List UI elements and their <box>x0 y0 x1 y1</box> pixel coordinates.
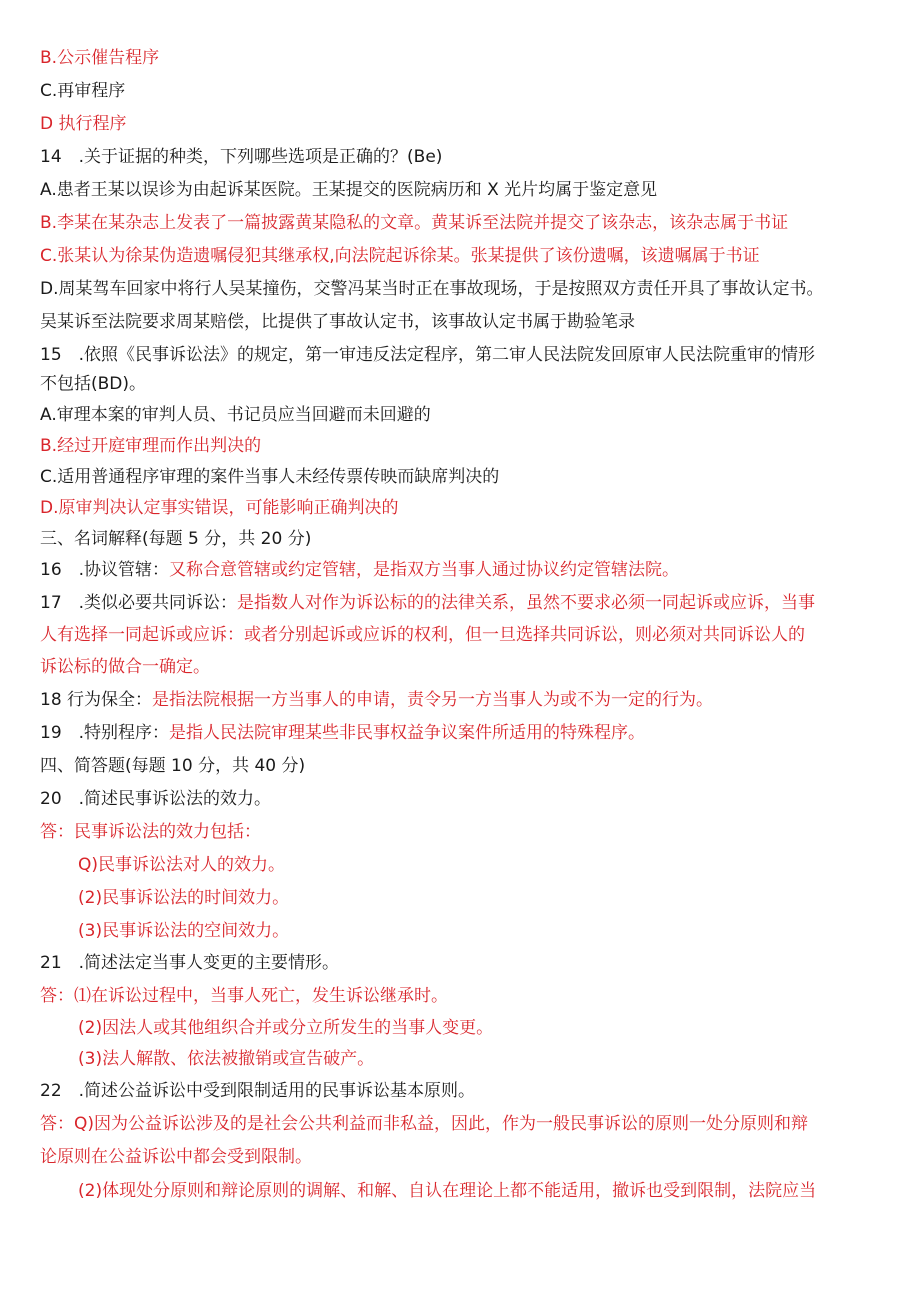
term-18 <box>40 688 890 714</box>
answer-21-item-1: 答：⑴在诉讼过程中，当事人死亡，发生诉讼继承时。 <box>40 986 448 1006</box>
option-b-line: B.公示催告程序 <box>40 48 160 68</box>
option-c-line: C.再审程序 <box>40 81 126 101</box>
answer-22-item-1-cont: 论原则在公益诉讼中都会受到限制。 <box>40 1147 312 1167</box>
answer-21-item-3: (3)法人解散、依法被撤销或宣告破产。 <box>78 1049 375 1069</box>
answer-20-item-3: (3)民事诉讼法的空间效力。 <box>78 921 290 941</box>
answer-20-intro: 答：民事诉讼法的效力包括： <box>40 822 261 842</box>
term-17 <box>40 591 890 617</box>
term-17-answer: 是指数人对作为诉讼标的的法律关系，虽然不要求必须一同起诉或应诉，当事 <box>237 593 816 613</box>
option-d-line: D 执行程序 <box>40 114 127 134</box>
question-14: 14 .关于证据的种类，下列哪些选项是正确的？(Be) <box>40 147 443 167</box>
term-18-answer: 是指法院根据一方当事人的申请，责令另一方当事人为或不为一定的行为。 <box>152 690 714 710</box>
term-17-label: 17 .类似必要共同诉讼： <box>40 593 238 613</box>
q14-option-d: D.周某驾车回家中将行人吴某撞伤，交警冯某当时正在事故现场，于是按照双方责任开具了事故认定书。 <box>40 279 824 299</box>
question-20: 20 .简述民事诉讼法的效力。 <box>40 789 272 809</box>
q15-option-d: D.原审判决认定事实错误，可能影响正确判决的 <box>40 498 399 518</box>
question-15-cont: 不包括(BD)。 <box>40 374 147 394</box>
term-18-label: 18 行为保全： <box>40 690 153 710</box>
term-17-answer-cont2: 诉讼标的做合一确定。 <box>40 657 210 677</box>
answer-22-item-2: (2)体现处分原则和辩论原则的调解、和解、自认在理论上都不能适用，撤诉也受到限制，法院应当 <box>78 1181 817 1201</box>
term-16-label: 16 .协议管辖： <box>40 560 170 580</box>
answer-21-item-2: (2)因法人或其他组织合并或分立所发生的当事人变更。 <box>78 1018 494 1038</box>
q14-option-d-cont: 吴某诉至法院要求周某赔偿，比提供了事故认定书，该事故认定书属于勘验笔录 <box>40 312 635 332</box>
term-17-answer-cont: 人有选择一同起诉或应诉：或者分别起诉或应诉的权利，但一旦选择共同诉讼，则必须对共同诉讼人的 <box>40 625 805 645</box>
q14-option-a: A.患者王某以误诊为由起诉某医院。王某提交的医院病历和 X 光片均属于鉴定意见 <box>40 180 658 200</box>
answer-20-item-2: (2)民事诉讼法的时间效力。 <box>78 888 290 908</box>
term-16-answer: 又称合意管辖或约定管辖，是指双方当事人通过协议约定管辖法院。 <box>169 560 680 580</box>
question-22: 22 .简述公益诉讼中受到限制适用的民事诉讼基本原则。 <box>40 1081 476 1101</box>
q15-option-b: B.经过开庭审理而作出判决的 <box>40 436 262 456</box>
question-21: 21 .简述法定当事人变更的主要情形。 <box>40 953 340 973</box>
q15-option-a: A.审理本案的审判人员、书记员应当回避而未回避的 <box>40 405 431 425</box>
question-15: 15 .依照《民事诉讼法》的规定，第一审违反法定程序，第二审人民法院发回原审人民法院重审的情形 <box>40 345 816 365</box>
section-heading-4: 四、简答题(每题 10 分，共 40 分) <box>40 756 306 776</box>
q14-option-b: B.李某在某杂志上发表了一篇披露黄某隐私的文章。黄某诉至法院并提交了该杂志，该杂志属于书证 <box>40 213 789 233</box>
term-19 <box>40 721 890 747</box>
q15-option-c: C.适用普通程序审理的案件当事人未经传票传映而缺席判决的 <box>40 467 500 487</box>
section-heading-3: 三、名词解释(每题 5 分，共 20 分) <box>40 529 312 549</box>
term-19-label: 19 .特别程序： <box>40 723 170 743</box>
answer-20-item-1: Q)民事诉讼法对人的效力。 <box>78 855 286 875</box>
q14-option-c: C.张某认为徐某伪造遗嘱侵犯其继承权,向法院起诉徐某。张某提供了该份遗嘱，该遗嘱属于书证 <box>40 246 760 266</box>
answer-22-item-1: 答：Q)因为公益诉讼涉及的是社会公共利益而非私益，因此，作为一般民事诉讼的原则一处分原则和辩 <box>40 1114 809 1134</box>
term-16 <box>40 558 890 584</box>
term-19-answer: 是指人民法院审理某些非民事权益争议案件所适用的特殊程序。 <box>169 723 646 743</box>
